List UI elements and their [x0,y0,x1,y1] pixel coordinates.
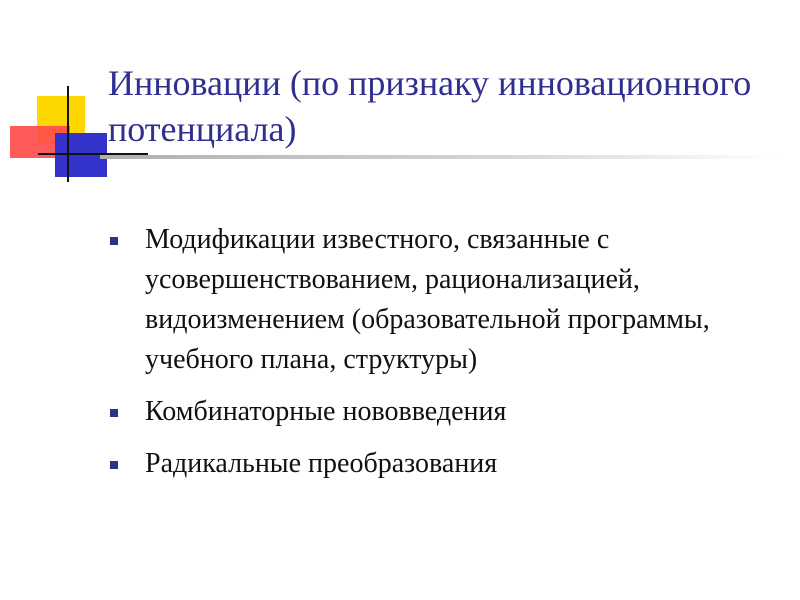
bullet-list [110,220,780,496]
list-item [110,392,780,432]
bullet-square-icon [110,237,118,245]
list-item [110,444,780,484]
bullet-text: Модификации известного, связанные с усовершенствованием, рационализацией, видоизменением (образовательной программы, учебного плана, структуры) [145,224,710,375]
logo-vertical-line [67,86,69,182]
title-divider [100,155,780,159]
slide-title: Инновации (по признаку инновационного потенциала) [108,63,752,149]
bullet-square-icon [110,409,118,417]
bullet-text: Радикальные преобразования [145,448,498,479]
list-item [110,220,780,380]
bullet-text: Комбинаторные нововведения [145,396,507,427]
bullet-square-icon [110,461,118,469]
